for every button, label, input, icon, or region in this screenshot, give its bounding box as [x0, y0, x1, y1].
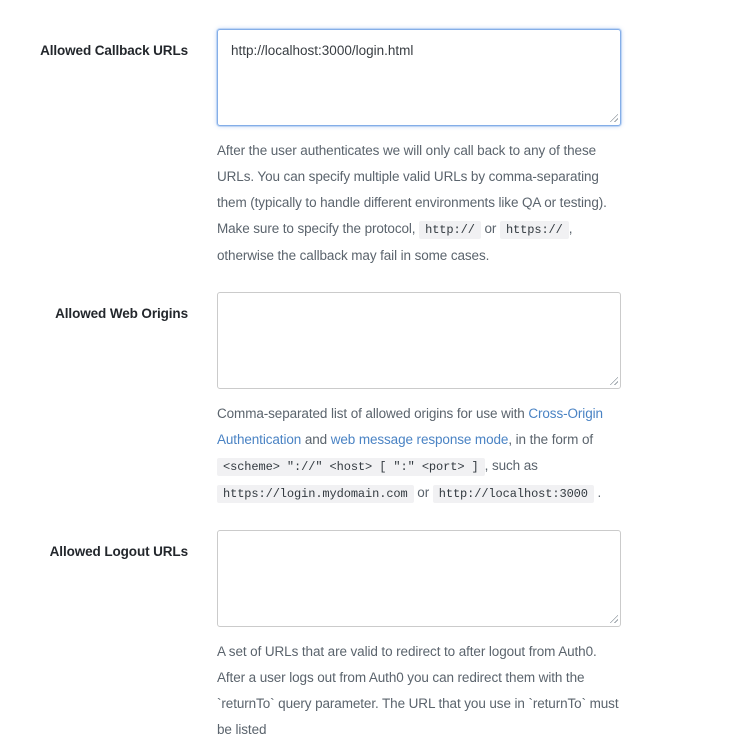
field-row-allowed-callback-urls [0, 29, 733, 269]
help-text: or [413, 485, 433, 500]
help-link[interactable]: web message response mode [330, 432, 509, 447]
field-row-allowed-logout-urls [0, 530, 733, 743]
allowed-logout-urls-field-wrap [217, 530, 621, 627]
allowed-callback-urls-field-wrap [217, 29, 621, 126]
inline-code: https://login.mydomain.com [217, 485, 414, 503]
help-text: Comma-separated list of allowed origins for use with [217, 406, 529, 421]
inline-code: http://localhost:3000 [433, 485, 594, 503]
allowed-logout-urls-textarea[interactable] [217, 530, 621, 627]
allowed-logout-urls-label: Allowed Logout URLs [49, 544, 188, 559]
allowed-callback-urls-textarea[interactable] [217, 29, 621, 126]
help-text: After the user authenticates we will only call back to any of these URLs. You can specify multiple valid URLs by comma-separating them (typically to handle different environments like QA or testing). Make sure to specify the protocol, [217, 143, 607, 236]
allowed-web-origins-field-wrap [217, 292, 621, 389]
allowed-web-origins-textarea[interactable] [217, 292, 621, 389]
allowed-web-origins-label: Allowed Web Origins [55, 306, 188, 321]
allowed-callback-urls-label: Allowed Callback URLs [40, 43, 188, 58]
inline-code: https:// [500, 221, 569, 239]
field-row-allowed-web-origins [0, 292, 733, 507]
inline-code: <scheme> "://" <host> [ ":" <port> ] [217, 458, 485, 476]
inline-code: http:// [419, 221, 481, 239]
help-text: , in the form of [508, 432, 593, 447]
help-text: A set of URLs that are valid to redirect to after logout from Auth0. After a user logs out from Auth0 you can redirect them with the `returnTo` query parameter. The URL that you use in `returnTo` must be listed [217, 644, 619, 737]
help-text: , otherwise the callback may fail in some cases. [217, 221, 573, 263]
help-link[interactable]: Cross-Origin Authentication [217, 406, 603, 447]
help-text: or [480, 221, 500, 236]
help-text: , such as [484, 458, 538, 473]
help-text: and [301, 432, 331, 447]
allowed-web-origins-help [217, 401, 621, 507]
help-text: . [593, 485, 602, 500]
allowed-callback-urls-help [217, 138, 621, 269]
allowed-logout-urls-help [217, 639, 621, 743]
